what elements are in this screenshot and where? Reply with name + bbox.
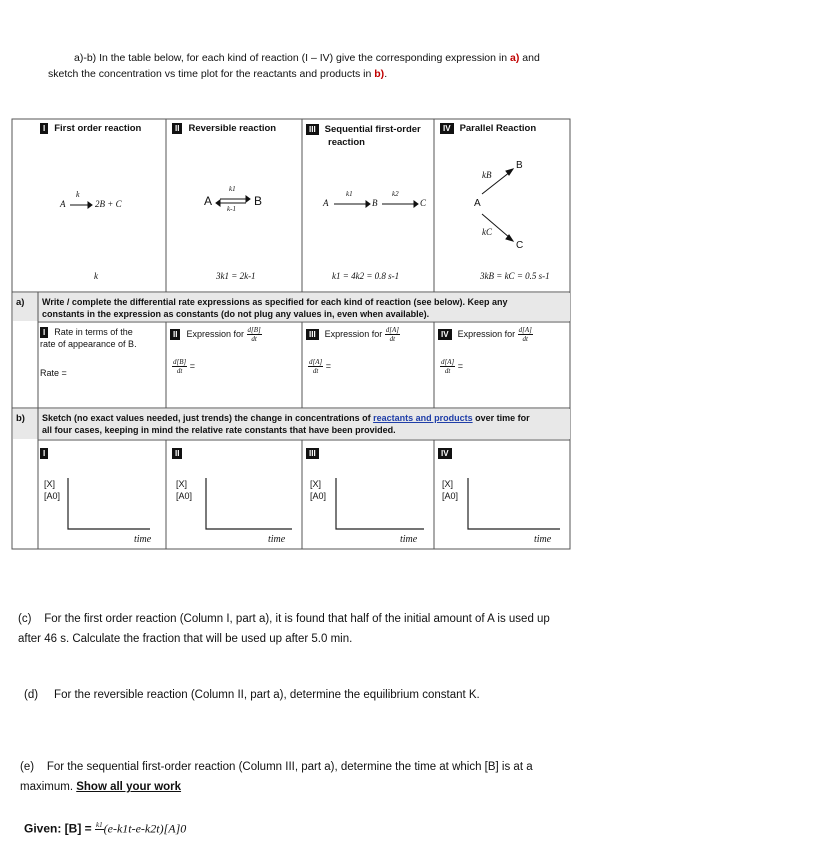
eq-iv-kb: kB: [482, 170, 492, 180]
plot-i-y2: [A0]: [44, 491, 61, 501]
part-b-label: b): [16, 413, 25, 424]
part-b-instructions: [42, 412, 567, 436]
numeral-i: I: [40, 123, 48, 134]
header-col-iv: [440, 123, 536, 134]
part-a-cell-iii: [306, 326, 400, 343]
frac-ii-ans-den: dt: [176, 367, 183, 375]
b-marker: b): [374, 68, 385, 80]
frac-ii-den: dt: [251, 335, 257, 343]
part-a-ii-answer: [172, 358, 195, 375]
intro-line1-suffix: and: [519, 52, 540, 64]
plot-iii-ylabel: [310, 478, 326, 502]
rate-const-i: k: [94, 271, 98, 281]
given-k: k1: [96, 821, 103, 829]
plot-axes-i: [68, 478, 150, 529]
frac-iv-den: dt: [522, 335, 528, 343]
part-a-cell-ii: [170, 326, 262, 343]
eq-ii-right: B: [254, 194, 263, 208]
part-a-i-text2: rate of appearance of B.: [40, 339, 137, 349]
question-c: [18, 609, 658, 649]
given-rest: (e-k1t-e-k2t)[A]0: [103, 821, 187, 836]
eq-ii-left: A: [204, 194, 213, 208]
header-col-ii: [172, 123, 276, 134]
numeral-b-ii: [172, 443, 188, 461]
plot-axes-ii: [206, 478, 292, 529]
part-b-link: reactants and products: [373, 413, 473, 423]
plot-axes-iv: [468, 478, 560, 529]
eq-ii-krev: k-1: [227, 205, 236, 213]
part-a-label: a): [16, 297, 25, 308]
plot-ii-y1: [X]: [176, 479, 188, 489]
plot-i-y1: [X]: [44, 479, 56, 489]
intro-line2-suffix: .: [384, 68, 388, 80]
intro-line2: sketch the concentration vs time plot for the reactants and products in: [48, 68, 375, 80]
part-a-iii-frac: [385, 326, 400, 343]
part-a-i-text1: Rate in terms of the: [54, 327, 133, 337]
part-a-i-answer: Rate =: [40, 368, 67, 378]
plot-i-ylabel: [44, 478, 60, 502]
rate-const-iii: k1 = 4k2 = 0.8 s-1: [332, 271, 400, 281]
header-col-i: [40, 123, 141, 134]
question-e-label: (e): [20, 761, 35, 773]
numeral-a-iii: III: [306, 329, 319, 340]
col-iii-title2: reaction: [328, 137, 365, 148]
frac-ii-num: d[B]: [247, 326, 261, 334]
numeral-b-i-text: I: [40, 448, 48, 459]
numeral-b-ii-text: II: [172, 448, 182, 459]
eq-i-reactant: A: [60, 199, 66, 209]
eq-iii-k1: k1: [346, 190, 353, 198]
part-a-cell-iv: [438, 326, 533, 343]
rate-const-ii: 3k1 = 2k-1: [216, 271, 256, 281]
eq-iii-c: C: [420, 198, 427, 208]
part-a-line1: Write / complete the differential rate expressions as specified for each kind of reaction (see below). Keep any: [42, 297, 508, 307]
eq-iv-b: B: [516, 160, 523, 171]
part-a-iv-frac: [518, 326, 533, 343]
a-marker: a): [510, 52, 520, 64]
part-b-line2: all four cases, keeping in mind the relative rate constants that have been provided.: [42, 425, 396, 435]
numeral-ii: II: [172, 123, 182, 134]
frac-iii-ans-den: dt: [312, 367, 319, 375]
plot-iv-y1: [X]: [442, 479, 454, 489]
frac-iii-den: dt: [389, 335, 396, 343]
intro-line1: a)-b) In the table below, for each kind of reaction (I – IV) give the corresponding expression in: [74, 52, 510, 64]
plot-iii-y2: [A0]: [310, 491, 327, 501]
equals-ii: =: [189, 360, 196, 371]
eq-iii-a: A: [323, 198, 329, 208]
numeral-b-iv: [438, 443, 458, 461]
frac-iv-ans-num: d[A]: [441, 358, 455, 366]
part-a-iii-text: Expression for: [324, 328, 383, 339]
numeral-a-iv: IV: [438, 329, 452, 340]
numeral-a-ii: II: [170, 329, 180, 340]
question-c-label: (c): [18, 613, 32, 625]
question-d: [24, 685, 644, 705]
col-iii-title: Sequential first-order: [324, 124, 421, 135]
plot-iv-xlabel: time: [534, 534, 552, 545]
numeral-b-i: [40, 443, 54, 461]
question-e-line2: maximum.: [20, 781, 77, 793]
frac-iv-num: d[A]: [518, 326, 532, 334]
numeral-iv: IV: [440, 123, 454, 134]
frac-iii-num: d[A]: [385, 326, 399, 334]
eq-iv-c: C: [516, 240, 524, 251]
question-e-line1: For the sequential first-order reaction (Column III, part a), determine the time at which [B] is at a: [46, 761, 533, 773]
eq-i-products: 2B + C: [95, 199, 122, 209]
plot-iv-y2: [A0]: [442, 491, 459, 501]
col-iv-title: Parallel Reaction: [459, 123, 537, 134]
numeral-iii: III: [306, 124, 319, 135]
given-label: Given: [B] =: [24, 821, 96, 836]
question-d-label: (d): [24, 689, 39, 701]
plot-i-xlabel: time: [134, 534, 152, 545]
eq-ii-kfwd: k1: [229, 185, 236, 193]
part-a-ii-text: Expression for: [186, 328, 244, 339]
question-d-text: For the reversible reaction (Column II, part a), determine the equilibrium constant K.: [54, 689, 480, 701]
numeral-b-iii: [306, 443, 325, 461]
part-a-iv-text: Expression for: [457, 328, 516, 339]
part-a-cell-i: [40, 326, 137, 350]
part-a-instructions: [42, 296, 567, 320]
given-formula: [24, 821, 186, 838]
plot-ii-ylabel: [176, 478, 192, 502]
part-a-iv-answer: [440, 358, 463, 375]
plot-ii-y2: [A0]: [176, 491, 193, 501]
eq-iv-kc: kC: [482, 227, 492, 237]
numeral-a-i: I: [40, 327, 48, 338]
question-e: [20, 757, 660, 797]
plot-ii-xlabel: time: [268, 534, 286, 545]
plot-iii-xlabel: time: [400, 534, 418, 545]
part-b-line1-suffix: over time for: [472, 413, 530, 423]
question-c-line1: For the first order reaction (Column I, part a), it is found that half of the initial amount of A is used up: [44, 613, 550, 625]
frac-iii-ans-num: d[A]: [309, 358, 323, 366]
equals-iv: =: [457, 360, 464, 371]
eq-i-k: k: [76, 190, 80, 199]
header-col-iii: [306, 123, 434, 149]
col-i-title: First order reaction: [54, 123, 142, 134]
plot-axes-iii: [336, 478, 424, 529]
part-a-iii-answer: [308, 358, 331, 375]
part-a-line2: constants in the expression as constants (do not plug any values in, even when available).: [42, 309, 430, 319]
eq-iv-a: A: [474, 198, 481, 209]
eq-iii-b: B: [372, 198, 378, 208]
numeral-b-iii-text: III: [306, 448, 319, 459]
frac-ii-ans-num: d[B]: [173, 358, 187, 366]
frac-iv-ans-den: dt: [444, 367, 451, 375]
rate-const-iv: 3kB = kC = 0.5 s-1: [480, 271, 550, 281]
eq-iii-k2: k2: [392, 190, 399, 198]
part-a-ii-frac: [247, 326, 262, 343]
plot-iv-ylabel: [442, 478, 458, 502]
col-ii-title: Reversible reaction: [188, 123, 277, 134]
equals-iii: =: [325, 360, 332, 371]
numeral-b-iv-text: IV: [438, 448, 452, 459]
plot-iii-y1: [X]: [310, 479, 322, 489]
question-c-line2: after 46 s. Calculate the fraction that will be used up after 5.0 min.: [18, 633, 353, 645]
show-work-link: Show all your work: [76, 781, 182, 793]
part-b-line1: Sketch (no exact values needed, just trends) the change in concentrations of: [42, 413, 374, 423]
